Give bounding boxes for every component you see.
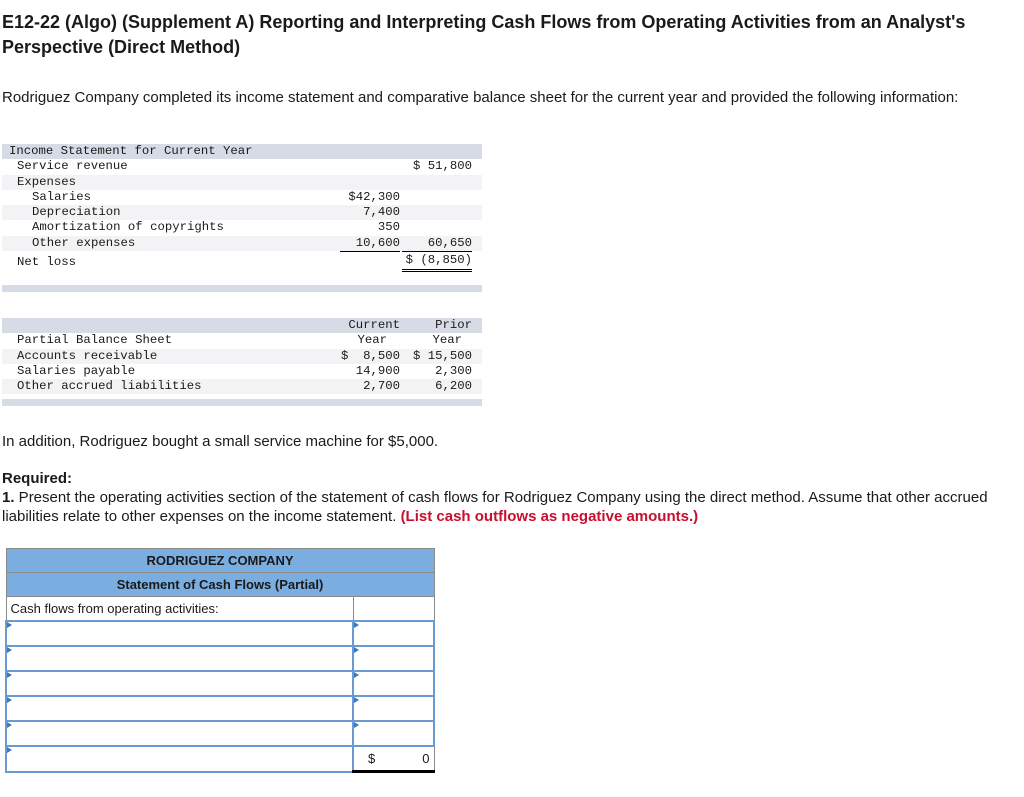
balance-prior: 2,300 xyxy=(435,363,472,378)
line-label-input[interactable] xyxy=(6,696,353,721)
col-prior: Prior xyxy=(435,318,472,332)
page-title: E12-22 (Algo) (Supplement A) Reporting and Interpreting Cash Flows from Operating Activities from an Analyst's Perspective (Direct Method) xyxy=(2,12,966,57)
balance-header: Partial Balance Sheet xyxy=(17,333,172,348)
income-statement-table xyxy=(2,144,482,292)
net-loss-value: $ (8,850) xyxy=(402,251,472,272)
revenue-label: Service revenue xyxy=(17,159,128,174)
line-amount-input[interactable] xyxy=(353,721,434,746)
col-prior-year: Year xyxy=(432,333,462,348)
line-label-input[interactable] xyxy=(6,646,353,671)
line-label-input[interactable] xyxy=(6,721,353,746)
col-current-year: Year xyxy=(357,333,387,348)
intro-text: Rodriguez Company completed its income statement and comparative balance sheet for the current year and provided the following information: xyxy=(2,89,959,106)
expenses-label: Expenses xyxy=(17,174,77,189)
expense-label: Other expenses xyxy=(32,235,136,250)
balance-sheet-table xyxy=(2,318,482,406)
company-name: RODRIGUEZ COMPANY xyxy=(6,549,434,573)
total-expenses: 60,650 xyxy=(402,236,472,252)
req-text: Present the operating activities section of the statement of cash flows for Rodriguez Company using the direct method. Assume that other accrued liabilities relate to other expenses on the income statement. xyxy=(2,489,988,525)
line-amount-input[interactable] xyxy=(353,671,434,696)
line-amount-input[interactable] xyxy=(353,696,434,721)
total-amount xyxy=(353,746,434,772)
cash-flow-answer-table xyxy=(5,548,435,773)
col-current: Current xyxy=(348,318,400,332)
expense-label: Amortization of copyrights xyxy=(32,220,224,235)
revenue-value: $ 51,800 xyxy=(412,159,472,174)
statement-title: Statement of Cash Flows (Partial) xyxy=(6,573,434,597)
balance-label: Other accrued liabilities xyxy=(17,379,202,394)
balance-prior: $ 15,500 xyxy=(412,348,472,363)
line-label-input[interactable] xyxy=(6,671,353,696)
dollar-sign: $ xyxy=(368,751,376,766)
line-amount-input[interactable] xyxy=(353,646,434,671)
income-header: Income Statement for Current Year xyxy=(9,144,253,158)
balance-label: Salaries payable xyxy=(17,363,136,378)
expense-value: 10,600 xyxy=(340,236,400,252)
total-value: 0 xyxy=(422,751,430,766)
balance-current: 2,700 xyxy=(363,379,400,394)
req-instruction: (List cash outflows as negative amounts.) xyxy=(400,508,699,525)
expense-label: Salaries xyxy=(32,189,92,204)
req-number: 1. xyxy=(2,489,15,506)
line-label-input[interactable] xyxy=(6,621,353,646)
total-label-input[interactable] xyxy=(6,746,353,772)
balance-label: Accounts receivable xyxy=(17,348,158,363)
required-label: Required: xyxy=(2,470,73,487)
expense-value: 350 xyxy=(377,220,400,235)
line-amount-input[interactable] xyxy=(353,621,434,646)
expense-label: Depreciation xyxy=(32,205,121,220)
net-loss-label: Net loss xyxy=(17,255,77,270)
addition-text: In addition, Rodriguez bought a small service machine for $5,000. xyxy=(2,433,439,450)
balance-prior: 6,200 xyxy=(435,379,472,394)
section-amount xyxy=(353,597,434,622)
expense-value: 7,400 xyxy=(363,205,400,220)
balance-current: 14,900 xyxy=(355,363,400,378)
expense-value: $42,300 xyxy=(348,189,400,204)
section-label: Cash flows from operating activities: xyxy=(6,597,353,622)
balance-current: $ 8,500 xyxy=(340,348,400,363)
